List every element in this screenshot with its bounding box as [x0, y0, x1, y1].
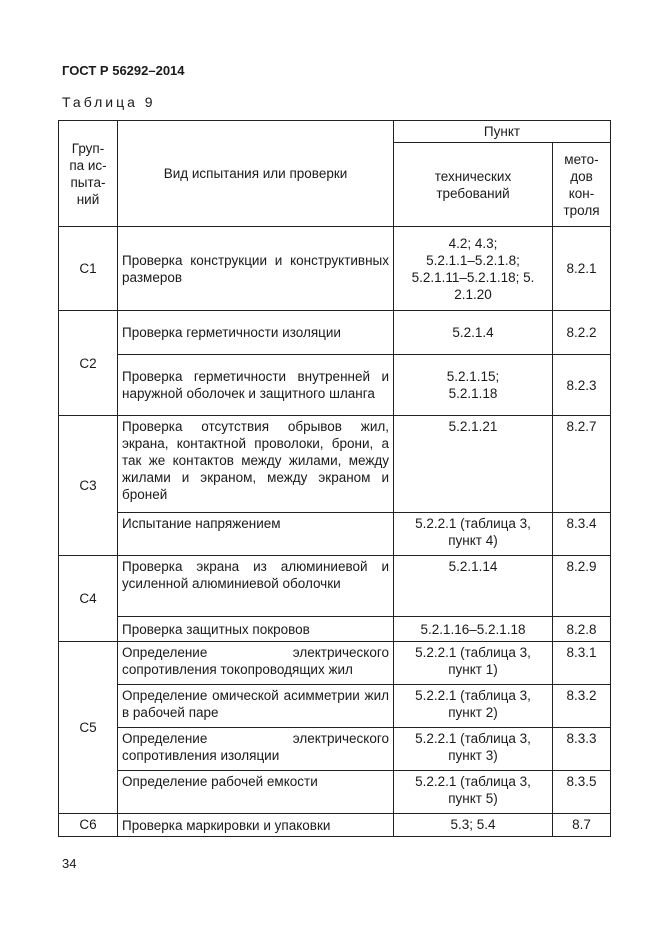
method-cell: 8.7 [553, 814, 611, 837]
table-row [59, 227, 611, 311]
table-row [59, 617, 611, 642]
tech-cell: 5.2.2.1 (таблица 3, пункт 1) [394, 642, 553, 685]
table-row [59, 685, 611, 728]
table-row [59, 513, 611, 556]
test-cell: Проверка экрана из алюминиевой и усиленной алюминиевой оболочки [118, 556, 394, 617]
test-cell: Проверка герметичности внутренней и наружной оболочек и защитного шланга [118, 355, 394, 416]
tech-cell: 5.2.2.1 (таблица 3, пункт 3) [394, 728, 553, 771]
method-cell: 8.2.2 [553, 311, 611, 355]
test-cell: Испытание напряжением [118, 513, 394, 556]
group-cell: С2 [59, 311, 118, 416]
method-cell: 8.3.3 [553, 728, 611, 771]
group-cell: С3 [59, 416, 118, 556]
table-title: Таблица 9 [62, 94, 156, 110]
group-cell: С4 [59, 556, 118, 642]
method-cell: 8.2.7 [553, 416, 611, 513]
method-cell: 8.3.4 [553, 513, 611, 556]
method-cell: 8.3.1 [553, 642, 611, 685]
test-cell: Проверка герметичности изоляции [118, 311, 394, 355]
tech-cell: 5.2.1.14 [394, 556, 553, 617]
tech-cell: 5.2.1.4 [394, 311, 553, 355]
tech-cell: 5.2.2.1 (таблица 3, пункт 5) [394, 771, 553, 814]
table-row [59, 416, 611, 513]
tech-cell: 5.2.1.21 [394, 416, 553, 513]
test-cell: Проверка отсутствия обрывов жил, экрана, контактной проволоки, брони, а так же контактов между жилами, между жилами и экраном, между экраном и броней [118, 416, 394, 513]
header-tech-requirements: технических требований [394, 143, 553, 227]
test-groups-table [58, 120, 611, 837]
tech-cell: 5.2.2.1 (таблица 3, пункт 2) [394, 685, 553, 728]
tech-cell: 5.2.1.15; 5.2.1.18 [394, 355, 553, 416]
table-row [59, 771, 611, 814]
method-cell: 8.2.3 [553, 355, 611, 416]
group-cell: С5 [59, 642, 118, 814]
tech-cell: 5.3; 5.4 [394, 814, 553, 837]
table-row [59, 728, 611, 771]
tech-cell: 5.2.2.1 (таблица 3, пункт 4) [394, 513, 553, 556]
test-cell: Определение омической асимметрии жил в рабочей паре [118, 685, 394, 728]
header-group: Груп- па ис- пыта- ний [59, 121, 118, 227]
table-row [59, 556, 611, 617]
table-row [59, 642, 611, 685]
tech-cell: 5.2.1.16–5.2.1.18 [394, 617, 553, 642]
method-cell: 8.3.5 [553, 771, 611, 814]
document-id: ГОСТ Р 56292–2014 [62, 63, 185, 78]
method-cell: 8.2.9 [553, 556, 611, 617]
table-row [59, 311, 611, 355]
group-cell: С6 [59, 814, 118, 837]
header-item: Пункт [394, 121, 611, 143]
test-cell: Определение электрического сопротивления изоляции [118, 728, 394, 771]
test-cell: Определение электрического сопротивления токопроводящих жил [118, 642, 394, 685]
table-row [59, 355, 611, 416]
header-test-type: Вид испытания или проверки [118, 121, 394, 227]
test-cell: Проверка маркировки и упаковки [118, 814, 394, 837]
table-row [59, 814, 611, 837]
test-cell: Определение рабочей емкости [118, 771, 394, 814]
method-cell: 8.3.2 [553, 685, 611, 728]
method-cell: 8.2.8 [553, 617, 611, 642]
group-cell: С1 [59, 227, 118, 311]
test-cell: Проверка защитных покровов [118, 617, 394, 642]
page-number: 34 [62, 856, 77, 871]
header-control-methods: мето- дов кон- троля [553, 143, 611, 227]
method-cell: 8.2.1 [553, 227, 611, 311]
tech-cell: 4.2; 4.3; 5.2.1.1–5.2.1.8; 5.2.1.11–5.2.1.18; 5. 2.1.20 [394, 227, 553, 311]
test-cell: Проверка конструкции и конструктивных размеров [118, 227, 394, 311]
